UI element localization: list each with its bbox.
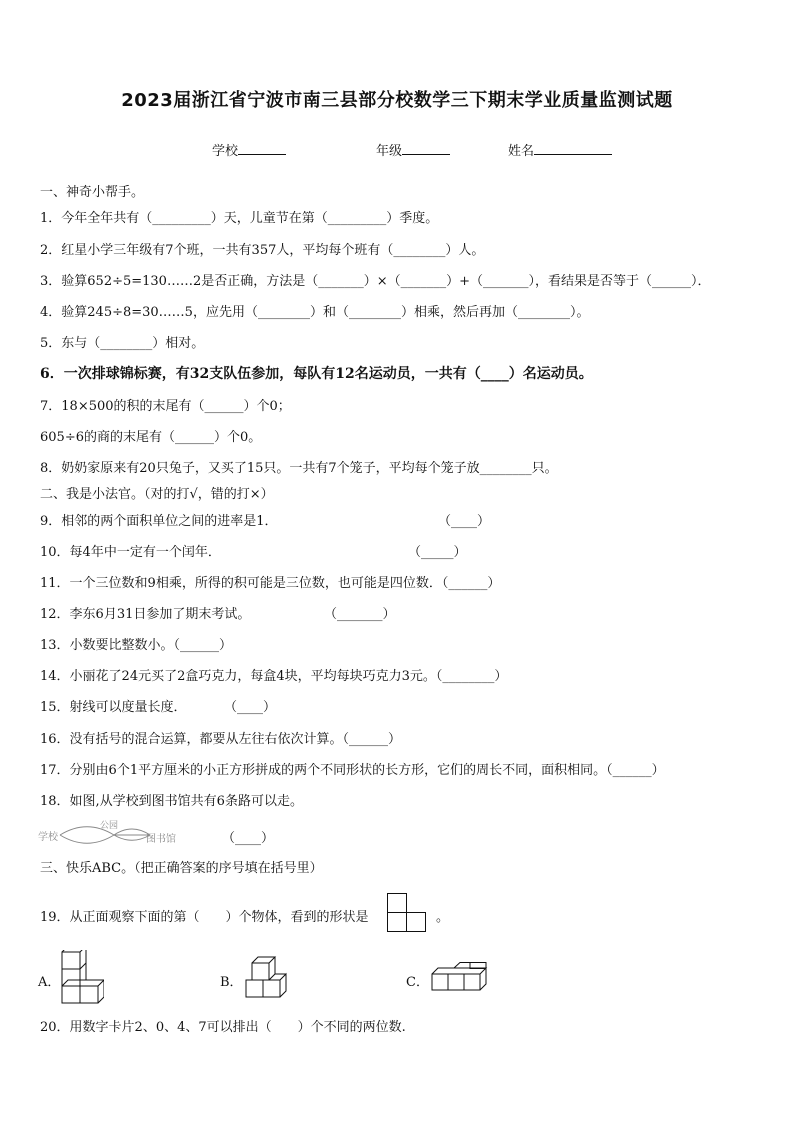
route-figure [38, 818, 188, 846]
question-19-end: 。 [436, 910, 450, 925]
question-18: 18．如图,从学校到图书馆共有6条路可以走。 [40, 794, 303, 809]
question-10: 10．每4年中一定有一个闰年． [40, 545, 221, 560]
question-13: 13．小数要比整数小。（______） [40, 638, 233, 653]
map-label-school: 学校 [38, 832, 58, 843]
question-14: 14．小丽花了24元买了2盒巧克力，每盒4块，平均每块巧克力3元。（________） [40, 669, 508, 684]
question-15-answer[interactable]: （____） [224, 700, 277, 715]
question-16: 16．没有括号的混合运算，都要从左往右依次计算。（______） [40, 732, 402, 747]
question-1: 1．今年全年共有（_________）天，儿童节在第（_________）季度。 [40, 211, 439, 226]
map-label-library: 图书馆 [146, 834, 176, 845]
grade-label: 年级 [376, 144, 403, 159]
question-7a: 7．18×500的积的末尾有（______）个0； [40, 399, 291, 414]
section-2-heading: 二、我是小法官。（对的打√，错的打×） [40, 487, 274, 502]
school-label: 学校 [212, 144, 239, 159]
option-c-label[interactable]: C． [406, 975, 429, 990]
question-12: 12．李东6月31日参加了期末考试。 [40, 607, 251, 622]
section-3-heading: 三、快乐ABC。（把正确答案的序号填在括号里） [40, 861, 323, 876]
question-5: 5．东与（________）相对。 [40, 336, 205, 351]
page-title: 2023届浙江省宁波市南三县部分校数学三下期末学业质量监测试题 [121, 90, 673, 111]
question-7b: 605÷6的商的末尾有（______）个0。 [40, 430, 262, 445]
question-20: 20．用数字卡片2、0、4、7可以排出（ ）个不同的两位数. [40, 1020, 406, 1035]
question-4: 4．验算245÷8=30……5，应先用（________）和（________）相乘，然后再加（________）。 [40, 305, 590, 320]
name-label: 姓名 [508, 144, 535, 159]
question-17: 17．分别由6个1平方厘米的小正方形拼成的两个不同形状的长方形，它们的周长不同，面积相同。（______） [40, 763, 665, 778]
question-3: 3．验算652÷5=130……2是否正确，方法是（_______）×（_______）+（_______），看结果是否等于（______）． [40, 274, 711, 289]
option-b-label[interactable]: B． [220, 975, 243, 990]
grade-field[interactable] [376, 140, 450, 159]
question-9-answer[interactable]: （____） [438, 514, 491, 529]
front-view-shape [387, 893, 427, 933]
option-a-cubes [60, 950, 104, 1006]
option-a-label[interactable]: A． [38, 975, 61, 990]
name-field[interactable] [508, 140, 612, 159]
question-18-answer[interactable]: （____） [222, 831, 275, 846]
question-2: 2．红星小学三年级有7个班，一共有357人，平均每个班有（________）人。 [40, 243, 485, 258]
question-10-answer[interactable]: （_____） [408, 545, 467, 560]
school-field[interactable] [212, 140, 286, 159]
question-9: 9．相邻的两个面积单位之间的进率是1． [40, 514, 278, 529]
section-1-heading: 一、神奇小帮手。 [40, 185, 145, 200]
option-c-cubes [430, 962, 492, 994]
map-label-park: 公园 [100, 821, 119, 831]
question-19: 19．从正面观察下面的第（ ）个物体，看到的形状是 [40, 910, 369, 925]
option-b-cubes [244, 956, 294, 1000]
question-6: 6．一次排球锦标赛，有32支队伍参加，每队有12名运动员，一共有（____）名运动员。 [40, 366, 593, 382]
question-8: 8．奶奶家原来有20只兔子，又买了15只。一共有7个笼子，平均每个笼子放________只。 [40, 461, 558, 476]
question-11: 11．一个三位数和9相乘，所得的积可能是三位数，也可能是四位数．（______） [40, 576, 501, 591]
question-12-answer[interactable]: （_______） [324, 607, 396, 622]
question-15: 15．射线可以度量长度． [40, 700, 187, 715]
